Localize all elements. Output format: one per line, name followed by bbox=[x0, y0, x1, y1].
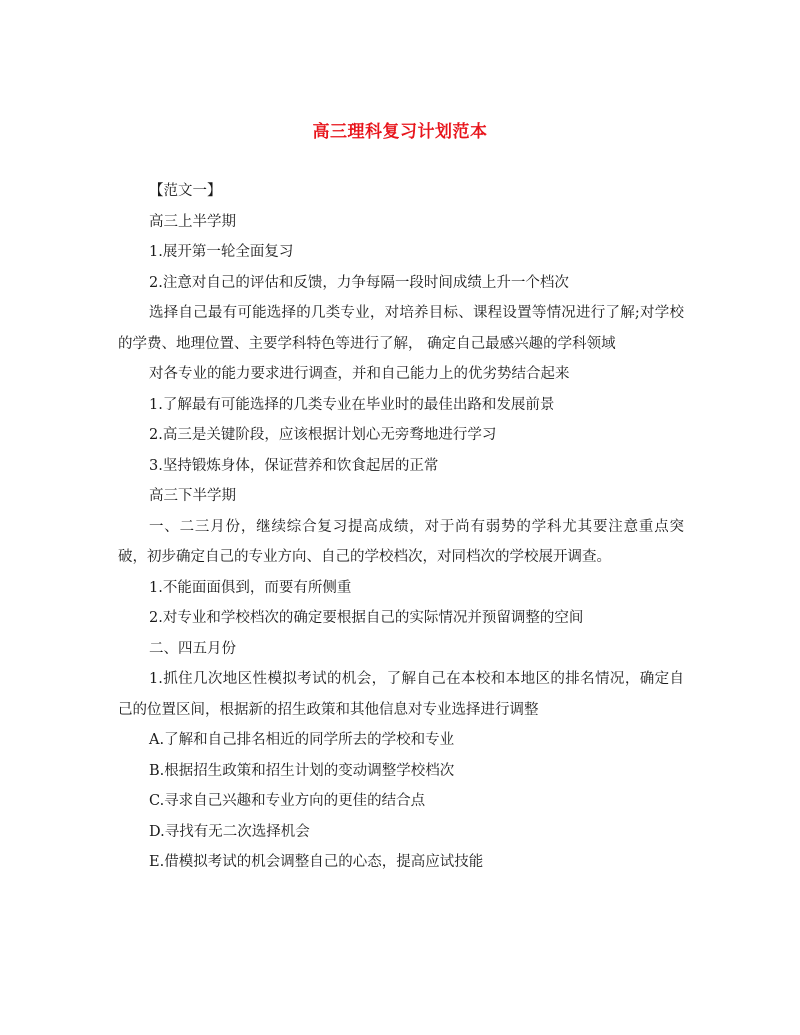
paragraph: 1.了解最有可能选择的几类专业在毕业时的最佳出路和发展前景 bbox=[149, 396, 555, 413]
paragraph: 高三上半学期 bbox=[149, 213, 236, 230]
document-body bbox=[118, 176, 684, 878]
paragraph: 1.不能面面俱到，而要有所侧重 bbox=[149, 579, 352, 596]
paragraph: D.寻找有无二次选择机会 bbox=[149, 823, 310, 840]
paragraph: 2.高三是关键阶段，应该根据计划心无旁骛地进行学习 bbox=[149, 427, 497, 443]
paragraph: 【范文一】 bbox=[149, 183, 222, 199]
paragraph: 1.抓住几次地区性模拟考试的机会，了解自己在本校和本地区的排名情况，确定自己的位置区间，根据新的招生政策和其他信息对专业选择进行调整 bbox=[118, 671, 684, 718]
paragraph: 一、二三月份，继续综合复习提高成绩，对于尚有弱势的学科尤其要注意重点突破，初步确定自己的专业方向、自己的学校档次，对同档次的学校展开调查。 bbox=[118, 518, 684, 565]
paragraph: 2.对专业和学校档次的确定要根据自己的实际情况并预留调整的空间 bbox=[149, 610, 584, 626]
paragraph: B.根据招生政策和招生计划的变动调整学校档次 bbox=[149, 762, 455, 779]
document-title: 高三理科复习计划范本 bbox=[312, 122, 488, 142]
paragraph: 高三下半学期 bbox=[149, 488, 236, 504]
paragraph: E.借模拟考试的机会调整自己的心态，提高应试技能 bbox=[149, 854, 484, 870]
paragraph: 3.坚持锻炼身体，保证营养和饮食起居的正常 bbox=[149, 457, 439, 474]
paragraph: 选择自己最有可能选择的几类专业，对培养目标、课程设置等情况进行了解;对学校的学费、地理位置、主要学科特色等进行了解， 确定自己最感兴趣的学科领域 bbox=[118, 305, 684, 352]
paragraph: 2.注意对自己的评估和反馈，力争每隔一段时间成绩上升一个档次 bbox=[149, 274, 569, 291]
paragraph: 对各专业的能力要求进行调查，并和自己能力上的优劣势结合起来 bbox=[149, 366, 570, 382]
paragraph: 1.展开第一轮全面复习 bbox=[149, 244, 294, 260]
paragraph: 二、四五月份 bbox=[149, 640, 236, 657]
paragraph: A.了解和自己排名相近的同学所去的学校和专业 bbox=[149, 732, 455, 748]
paragraph: C.寻求自己兴趣和专业方向的更佳的结合点 bbox=[149, 793, 426, 809]
